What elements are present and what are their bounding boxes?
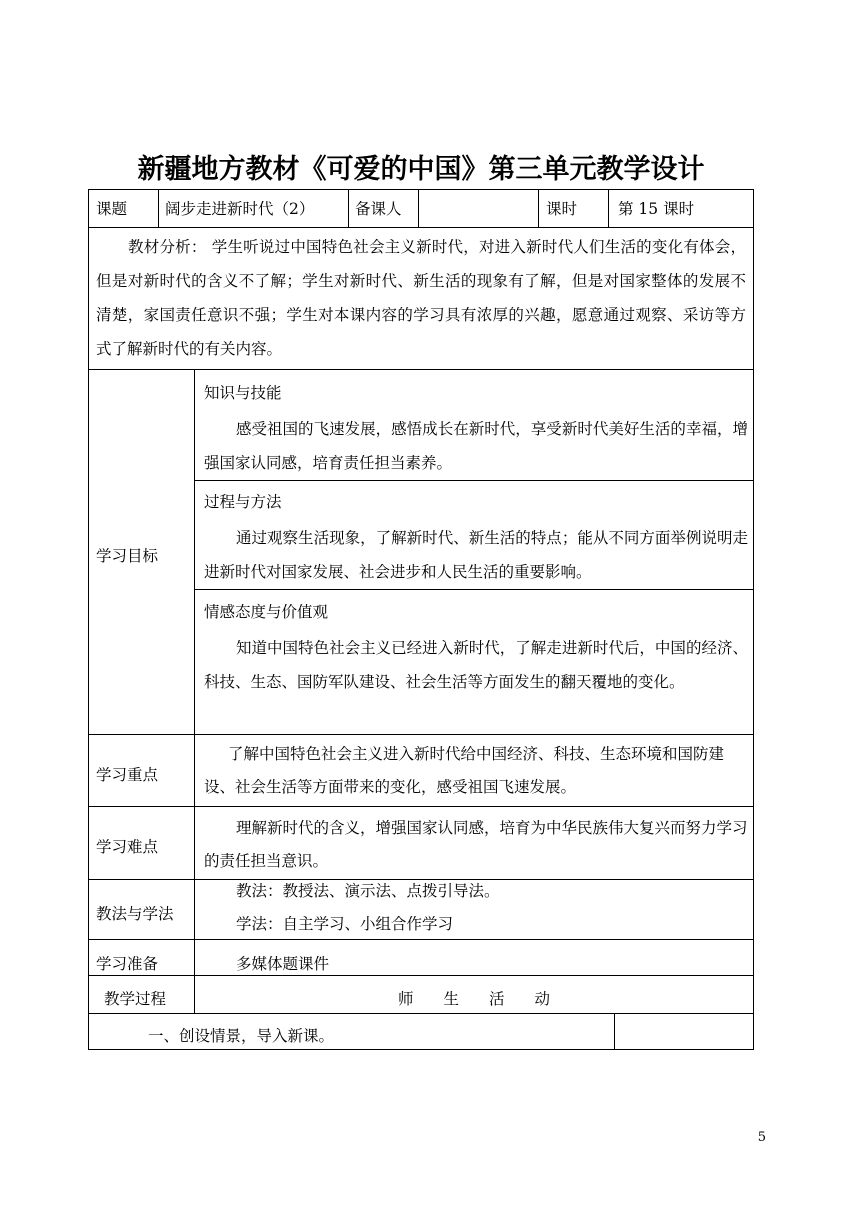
- knowledge-skills-heading: 知识与技能: [204, 384, 282, 402]
- table-divider: [614, 1013, 615, 1049]
- table-rule: [88, 369, 754, 370]
- table-rule: [88, 939, 754, 940]
- table-rule: [88, 975, 754, 976]
- difficulties-label: 学习难点: [96, 838, 159, 856]
- preparation-label: 学习准备: [96, 955, 159, 973]
- period-label: 课时: [546, 200, 578, 218]
- activities-header: 师生活动: [398, 990, 581, 1008]
- table-border-right: [753, 189, 754, 1049]
- difficulties-text: 理解新时代的含义，增强国家认同感，培育为中华民族伟大复兴而努力学习的责任担当意识。: [204, 819, 748, 870]
- table-divider: [608, 189, 609, 227]
- objectives-label: 学习目标: [96, 547, 159, 565]
- topic-label: 课题: [96, 200, 128, 218]
- knowledge-skills-text: 感受祖国的飞速发展，感悟成长在新时代，享受新时代美好生活的幸福，增强国家认同感，培育责任担当素养。: [204, 420, 748, 472]
- page-number: 5: [757, 1130, 766, 1145]
- teaching-methods: 教法：教授法、演示法、点拨引导法。: [236, 882, 500, 900]
- table-rule: [88, 1013, 754, 1014]
- document-title: 新疆地方教材《可爱的中国》第三单元教学设计: [137, 154, 705, 185]
- preparation-value: 多媒体题课件: [236, 955, 330, 973]
- table-border-left: [88, 189, 89, 1049]
- period-value: 第 15 课时: [618, 200, 695, 218]
- first-step: 一、创设情景，导入新课。: [148, 1027, 335, 1045]
- key-points-label: 学习重点: [96, 766, 159, 784]
- teaching-material-analysis: 教材分析： 学生听说过中国特色社会主义新时代，对进入新时代人们生活的变化有体会，但是对新时代的含义不了解；学生对新时代、新生活的现象有了解，但是对国家整体的发展不清楚，家国责任意识不强；学生对本课内容的学习具有浓厚的兴趣，愿意通过观察、采访等方式了解新时代的有关内容。: [96, 238, 746, 358]
- key-points-text: 了解中国特色社会主义进入新时代给中国经济、科技、生态环境和国防建设、社会生活等方面带来的变化，感受祖国飞速发展。: [204, 745, 725, 796]
- process-methods-heading: 过程与方法: [204, 493, 282, 511]
- table-divider: [348, 189, 349, 227]
- emotion-values-heading: 情感态度与价值观: [204, 603, 329, 621]
- table-rule: [88, 806, 754, 807]
- table-border-bottom: [88, 1049, 754, 1050]
- table-divider: [194, 369, 195, 1013]
- emotion-values-text: 知道中国特色社会主义已经进入新时代，了解走进新时代后，中国的经济、科技、生态、国防军队建设、社会生活等方面发生的翻天覆地的变化。: [204, 639, 748, 691]
- topic-value: 阔步走进新时代（2）: [165, 200, 315, 218]
- table-rule: [194, 480, 754, 481]
- methods-label: 教法与学法: [96, 905, 174, 923]
- learning-methods: 学法：自主学习、小组合作学习: [236, 915, 454, 933]
- table-rule: [194, 589, 754, 590]
- preparer-label: 备课人: [355, 200, 402, 218]
- table-rule: [88, 227, 754, 228]
- table-divider: [418, 189, 419, 227]
- process-label: 教学过程: [104, 990, 167, 1008]
- table-divider: [538, 189, 539, 227]
- table-rule: [88, 734, 754, 735]
- table-divider: [158, 189, 159, 227]
- table-border-top: [88, 189, 754, 190]
- process-methods-text: 通过观察生活现象，了解新时代、新生活的特点；能从不同方面举例说明走进新时代对国家发展、社会进步和人民生活的重要影响。: [204, 529, 748, 581]
